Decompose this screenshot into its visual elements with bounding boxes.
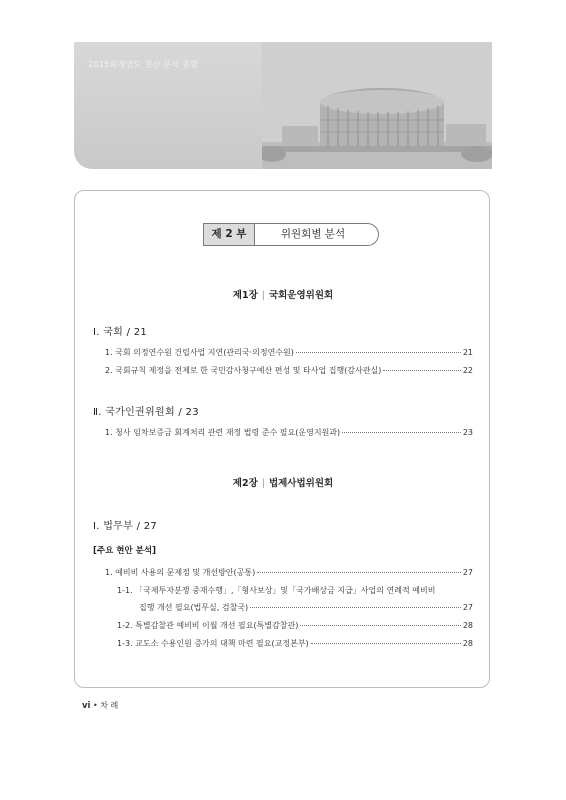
section-title: Ⅰ. 법무부 / 27 [93,521,158,532]
toc-item-page: 27 [462,568,473,577]
toc-item-text[interactable]: 1-1. 「국제투자분쟁 중재수행」,「형사보상」및「국가배상금 지급」사업의 연례적 예비비 [117,586,436,595]
chapter-heading [75,287,491,301]
chapter-label: 제2장 [232,478,258,489]
footer-label: 차 례 [100,701,119,710]
leader-dots [383,370,460,371]
toc-item-continuation: 집행 개선 필요(법무실, 검찰국) [139,603,249,612]
footer-bullet: • [93,701,98,710]
leader-dots [250,607,461,608]
toc-item-text: 1. 국회 의정연수원 건립사업 지연(관리국·의정연수원) [105,348,294,357]
toc-item[interactable] [105,427,473,438]
leader-dots [342,432,461,433]
toc-item-text: 1-2. 특별감찰관 예비비 이월 개선 필요(특별감찰관) [117,621,299,630]
page-number: vi [82,701,91,711]
section-title: Ⅱ. 국가인권위원회 / 23 [93,407,199,418]
toc-item-text: 1-3. 교도소 수용인원 증가의 대책 마련 필요(교정본부) [117,639,309,648]
chapter-title: 국회운영위원회 [268,290,334,301]
toc-item-page: 22 [462,366,473,375]
toc-item[interactable] [105,347,473,358]
toc-item-page: 28 [462,621,473,630]
leader-dots [311,643,461,644]
page-footer [82,700,118,711]
toc-item[interactable] [105,365,473,376]
part-tab [203,223,379,246]
leader-dots [296,352,461,353]
leader-dots [257,572,461,573]
toc-item-text: 1. 청사 임차보증금 회계처리 관련 재정 법령 준수 필요(운영지원과) [105,428,341,437]
leader-dots [300,625,460,626]
toc-item-page: 28 [462,639,473,648]
part-label: 제 2 부 [203,223,255,246]
toc-item[interactable] [139,602,473,613]
toc-item-page: 21 [462,348,473,357]
chapter-label: 제1장 [232,290,258,301]
chapter-heading [75,475,491,489]
chapter-title: 법제사법위원회 [268,478,334,489]
chapter-separator: | [261,290,265,301]
chapter-separator: | [261,478,265,489]
toc-item[interactable] [105,567,473,578]
toc-item-text: 1. 예비비 사용의 문제점 및 개선방안(공통) [105,568,256,577]
toc-item[interactable] [117,620,473,631]
header-title: 2015회계연도 결산 분석 종합 [88,60,199,69]
assembly-building-image [262,42,492,169]
toc-item-page: 23 [462,428,473,437]
table-of-contents [74,190,490,688]
part-title: 위원회별 분석 [254,223,379,246]
toc-item[interactable] [117,638,473,649]
toc-item-page: 27 [462,603,473,612]
header-banner [74,42,492,169]
subheading: [주요 현안 분석] [93,546,156,556]
section-title: Ⅰ. 국회 / 21 [93,327,148,338]
toc-item-text: 2. 국회규칙 제정을 전제로 한 국민감사청구예산 편성 및 타사업 집행(감사관실) [105,366,382,375]
